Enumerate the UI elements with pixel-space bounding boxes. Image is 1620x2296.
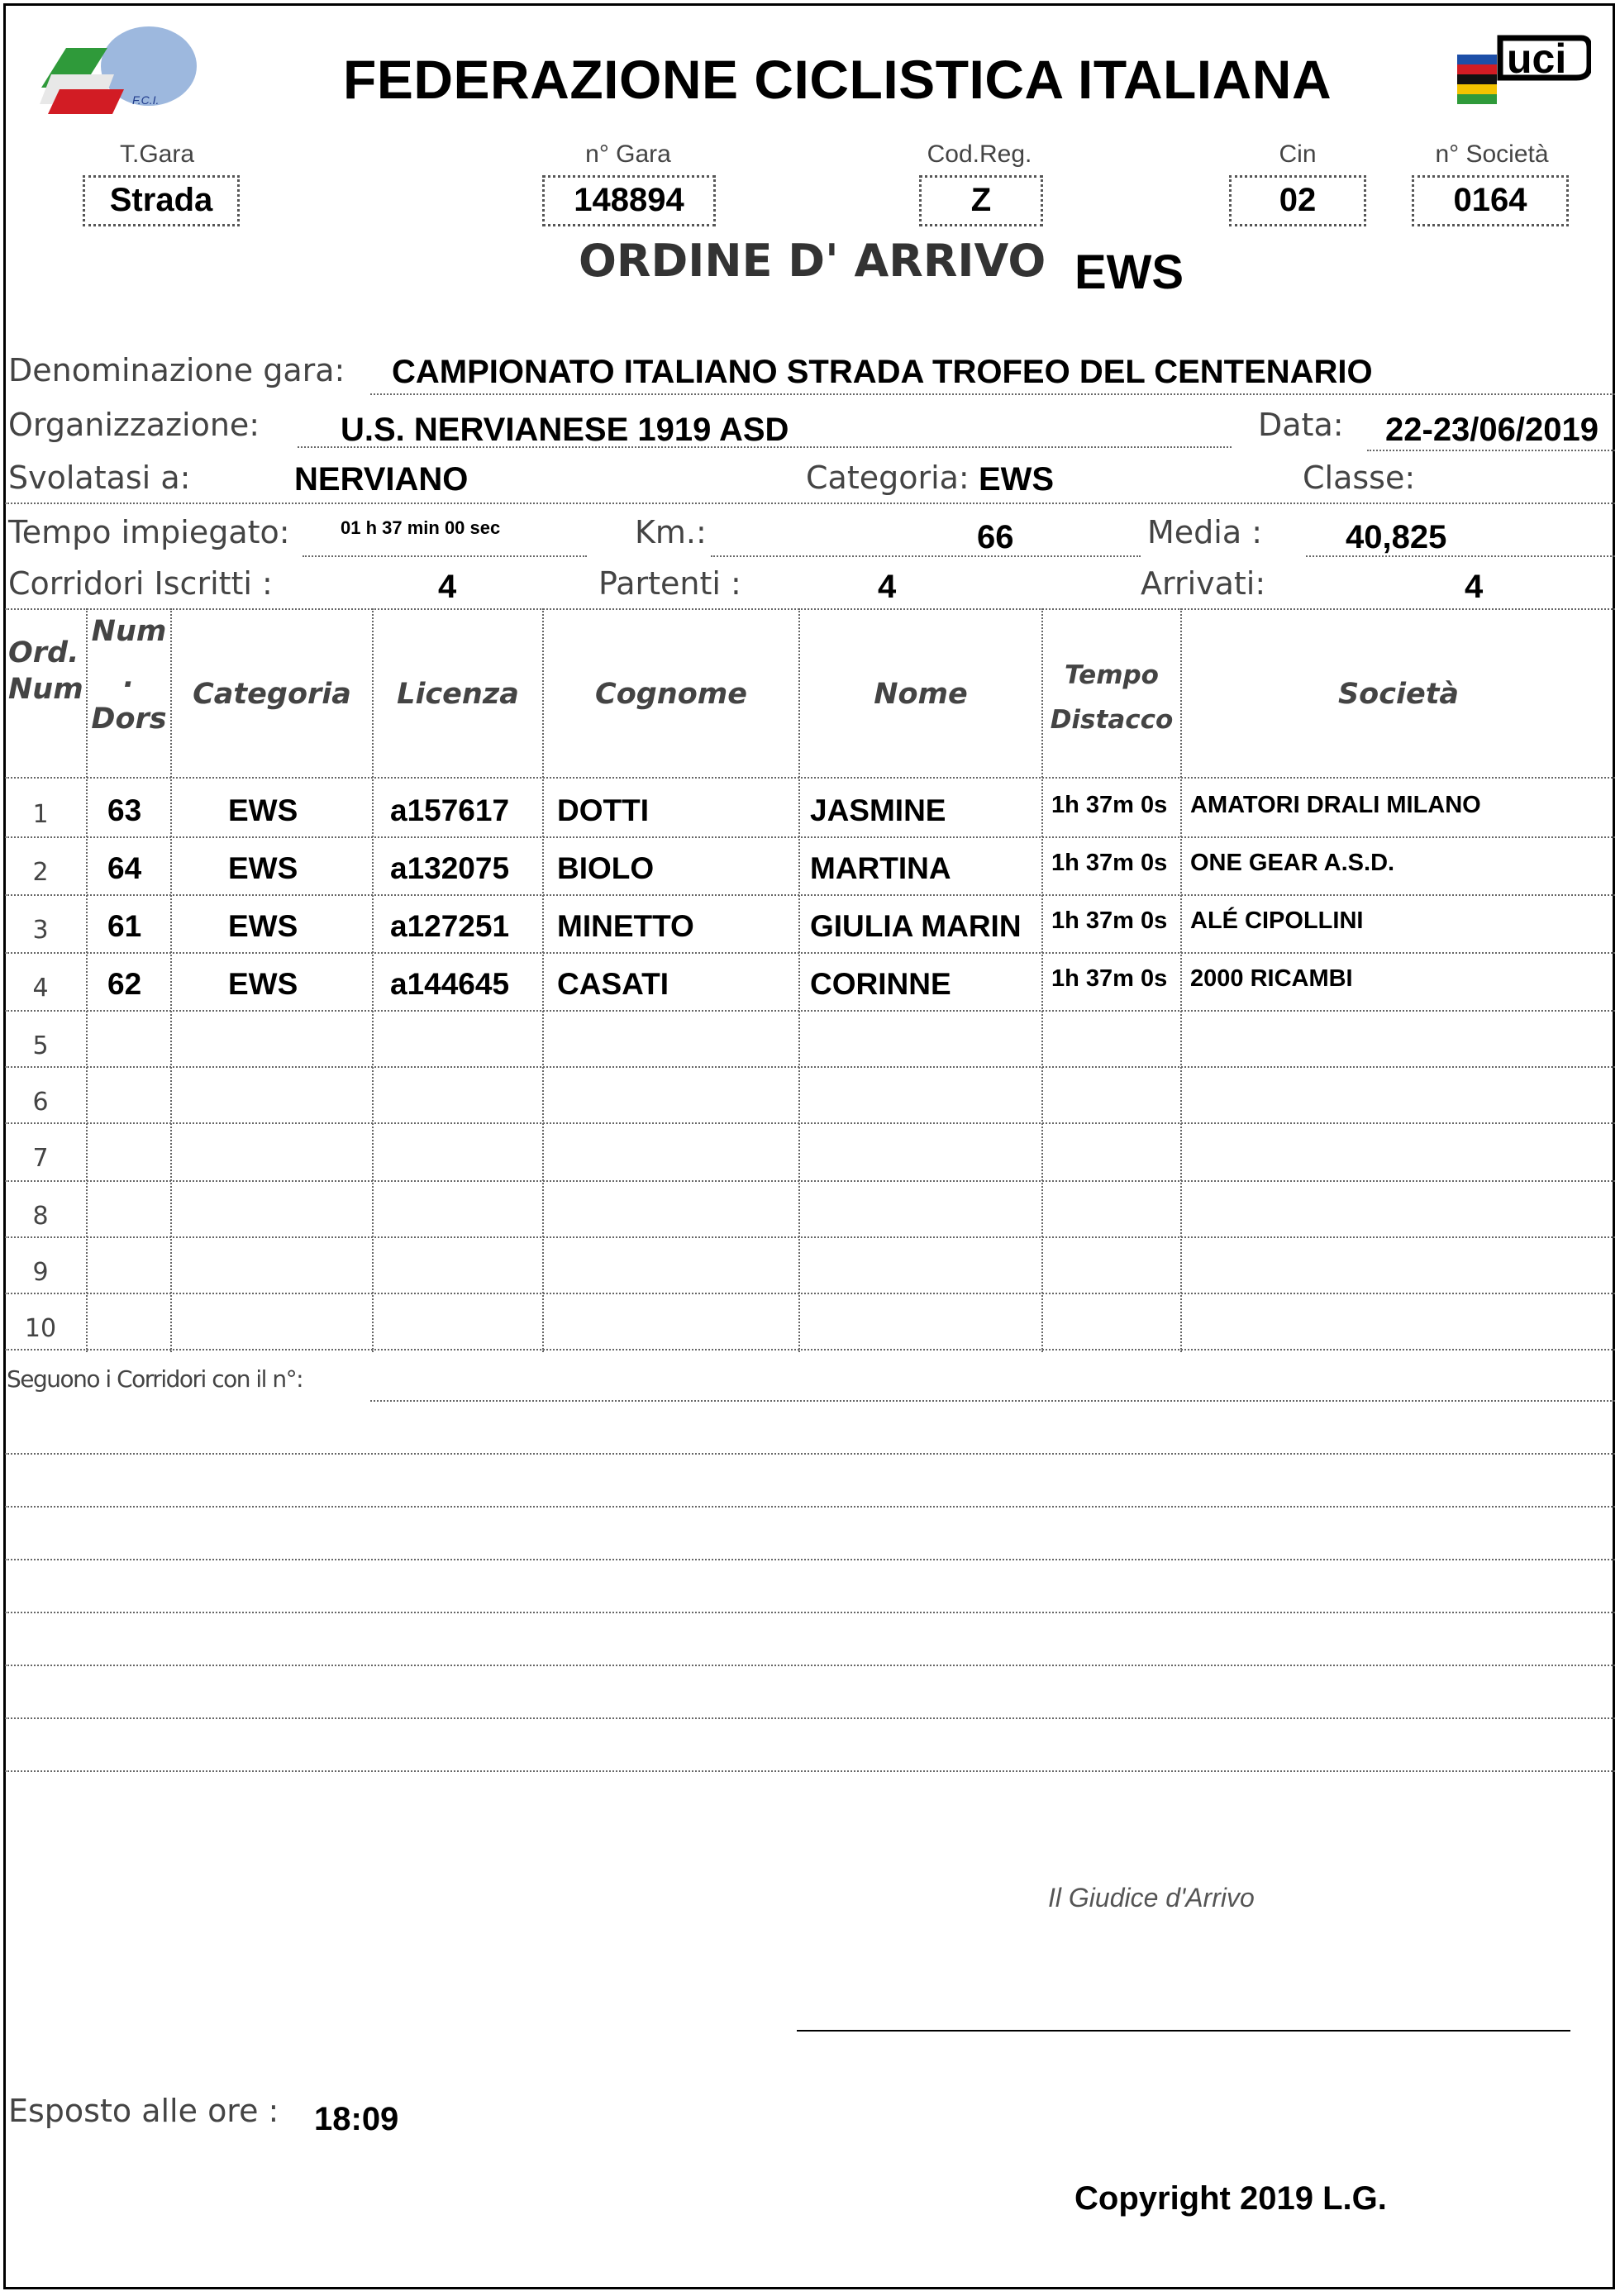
n-societa-label: n° Società <box>1435 141 1549 168</box>
arrivati-label: Arrivati: <box>1141 565 1266 602</box>
gap-time: 1h 37m 0s <box>1051 965 1168 992</box>
row-line <box>5 1180 1615 1182</box>
row-line <box>5 1349 1615 1350</box>
denominazione-line <box>370 393 1615 395</box>
ord-num: 10 <box>24 1314 57 1343</box>
team: 2000 RICAMBI <box>1190 965 1353 992</box>
uci-logo <box>1451 23 1591 114</box>
km-line <box>711 555 1141 557</box>
license: a132075 <box>390 851 510 885</box>
row-line <box>5 1010 1615 1012</box>
signature-line <box>797 2030 1570 2032</box>
first-name: MARTINA <box>810 851 951 885</box>
doc-category: EWS <box>1074 245 1184 299</box>
header-bottom-line <box>5 777 1615 779</box>
ord-num: 1 <box>32 800 49 829</box>
row-line <box>5 1236 1615 1238</box>
cin-label: Cin <box>1279 141 1317 168</box>
dorsal-number: 61 <box>107 909 142 943</box>
category: EWS <box>228 851 298 885</box>
copyright: Copyright 2019 L.G. <box>1074 2180 1387 2217</box>
classe-label: Classe: <box>1303 460 1416 496</box>
ord-num: 2 <box>32 858 49 887</box>
category: EWS <box>228 967 298 1001</box>
first-name: CORINNE <box>810 967 951 1001</box>
n-gara-label: n° Gara <box>585 141 671 168</box>
column-divider <box>170 608 172 1352</box>
gap-time: 1h 37m 0s <box>1051 907 1168 934</box>
arrivati-value: 4 <box>1465 569 1484 605</box>
header-tempo-distacco: Tempo Distacco <box>1050 660 1174 735</box>
gap-time: 1h 37m 0s <box>1051 850 1168 876</box>
header-ord-num: Ord. Num <box>8 636 83 706</box>
ord-num: 3 <box>32 916 49 945</box>
row-line <box>5 1122 1615 1124</box>
first-name: JASMINE <box>810 793 946 827</box>
surname: CASATI <box>557 967 669 1001</box>
header-cognome: Cognome <box>595 678 747 711</box>
team: ALÉ CIPOLLINI <box>1190 907 1364 934</box>
federation-title: FEDERAZIONE CICLISTICA ITALIANA <box>343 49 1332 110</box>
column-divider <box>1180 608 1182 1352</box>
organizzazione-value: U.S. NERVIANESE 1919 ASD <box>341 412 789 448</box>
cin-field: 02 <box>1229 175 1366 226</box>
ord-num: 4 <box>32 974 49 1003</box>
counts-line <box>5 608 1615 610</box>
fci-logo-text: F.C.I. <box>132 93 160 107</box>
organizzazione-line <box>298 446 1232 448</box>
giudice-label: Il Giudice d'Arrivo <box>1048 1883 1255 1913</box>
km-label: Km.: <box>635 514 707 550</box>
fci-logo <box>33 23 202 114</box>
header-licenza: Licenza <box>397 678 519 711</box>
denominazione-value: CAMPIONATO ITALIANO STRADA TROFEO DEL CENTENARIO <box>392 354 1373 390</box>
team: ONE GEAR A.S.D. <box>1190 850 1395 876</box>
n-gara-field: 148894 <box>542 175 716 226</box>
ord-num: 7 <box>32 1144 49 1173</box>
tempo-label: Tempo impiegato: <box>8 514 290 550</box>
media-line <box>1306 555 1615 557</box>
category: EWS <box>228 909 298 943</box>
seguono-line-0 <box>370 1400 1615 1402</box>
esposto-label: Esposto alle ore : <box>8 2093 279 2129</box>
header-categoria: Categoria <box>193 678 351 711</box>
denominazione-label: Denominazione gara: <box>8 352 345 388</box>
partenti-value: 4 <box>878 569 897 605</box>
row-line <box>5 1293 1615 1294</box>
category: EWS <box>228 793 298 827</box>
t-gara-label: T.Gara <box>119 141 195 168</box>
seguono-line-6 <box>5 1717 1615 1719</box>
svolatasi-label: Svolatasi a: <box>8 460 191 496</box>
dorsal-number: 62 <box>107 967 142 1001</box>
surname: MINETTO <box>557 909 694 943</box>
header-num-top: Num <box>91 615 167 648</box>
ord-num: 8 <box>32 1202 49 1231</box>
cod-reg-field: Z <box>919 175 1043 226</box>
column-divider <box>798 608 800 1352</box>
t-gara-field: Strada <box>83 175 240 226</box>
dorsal-number: 63 <box>107 793 142 827</box>
media-label: Media : <box>1147 514 1263 550</box>
header-num-bot: Dors <box>91 703 167 736</box>
surname: BIOLO <box>557 851 655 885</box>
km-value: 66 <box>977 519 1014 555</box>
media-value: 40,825 <box>1346 519 1447 555</box>
row-line <box>5 952 1615 954</box>
seguono-line-3 <box>5 1559 1615 1560</box>
header-num-mid: . <box>123 661 135 694</box>
n-societa-field: 0164 <box>1412 175 1569 226</box>
row-line <box>5 894 1615 896</box>
seguono-line-2 <box>5 1506 1615 1508</box>
row-line <box>5 836 1615 838</box>
gap-time: 1h 37m 0s <box>1051 792 1168 818</box>
data-line <box>1367 450 1615 451</box>
seguono-line-7 <box>5 1770 1615 1772</box>
categoria-label: Categoria: <box>806 460 970 496</box>
header-nome: Nome <box>874 678 968 711</box>
doc-title: ORDINE D' ARRIVO <box>579 235 1046 287</box>
seguono-label: Seguono i Corridori con il n°: <box>7 1365 303 1393</box>
tempo-value: 01 h 37 min 00 sec <box>341 517 501 538</box>
seguono-line-1 <box>5 1453 1615 1455</box>
license: a127251 <box>390 909 510 943</box>
data-label: Data: <box>1258 407 1344 443</box>
tempo-line <box>303 555 587 557</box>
esposto-value: 18:09 <box>314 2101 399 2137</box>
license: a144645 <box>390 967 510 1001</box>
iscritti-label: Corridori Iscritti : <box>8 565 273 602</box>
organizzazione-label: Organizzazione: <box>8 407 260 443</box>
result-sheet <box>3 3 1615 2289</box>
cod-reg-label: Cod.Reg. <box>927 141 1032 168</box>
team: AMATORI DRALI MILANO <box>1190 792 1481 818</box>
ord-num: 9 <box>32 1258 49 1287</box>
ord-num: 6 <box>32 1088 49 1117</box>
column-divider <box>86 608 88 1352</box>
column-divider <box>372 608 374 1352</box>
surname: DOTTI <box>557 793 649 827</box>
column-divider <box>542 608 544 1352</box>
partenti-label: Partenti : <box>598 565 741 602</box>
ord-num: 5 <box>32 1031 49 1060</box>
data-value: 22-23/06/2019 <box>1385 412 1599 448</box>
svolatasi-line <box>5 503 1615 504</box>
seguono-line-4 <box>5 1612 1615 1613</box>
column-divider <box>1041 608 1043 1352</box>
iscritti-value: 4 <box>438 569 457 605</box>
license: a157617 <box>390 793 510 827</box>
first-name: GIULIA MARIN <box>810 909 1022 943</box>
seguono-line-5 <box>5 1665 1615 1666</box>
dorsal-number: 64 <box>107 851 142 885</box>
header-societa: Società <box>1337 678 1460 711</box>
categoria-value: EWS <box>979 461 1055 498</box>
svolatasi-value: NERVIANO <box>294 461 469 498</box>
uci-logo-text: uci <box>1507 36 1567 82</box>
row-line <box>5 1066 1615 1068</box>
